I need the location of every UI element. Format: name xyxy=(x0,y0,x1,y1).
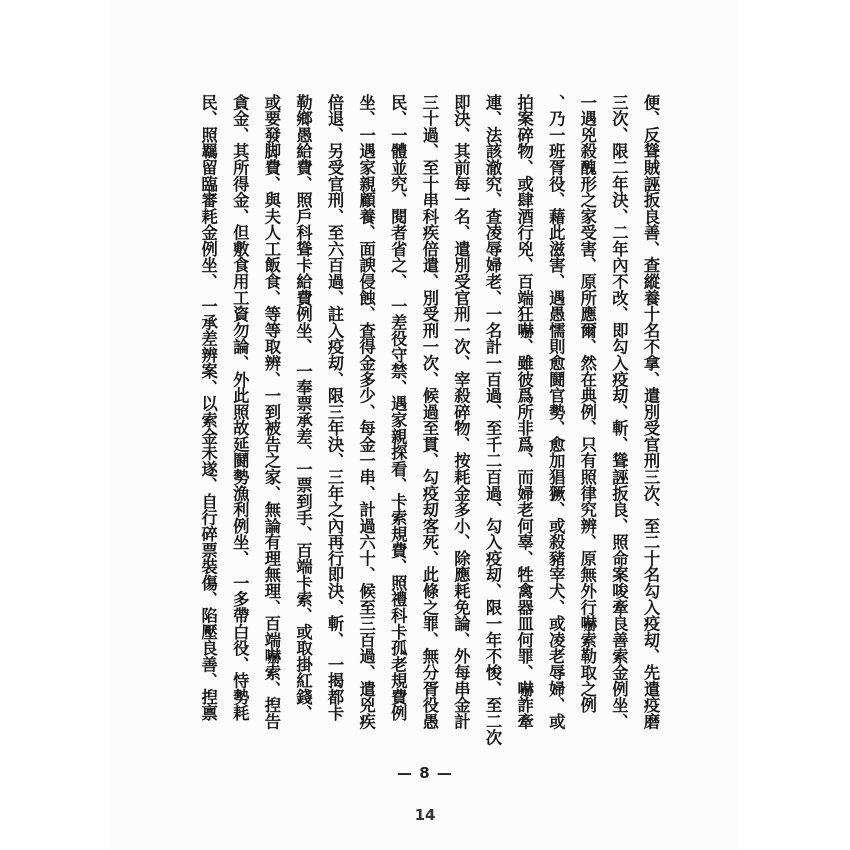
text-column-3: 一遇兇殺醜形之家受害、原所應爾、然在典例、只有照律究辨、原無外行嚇索勒取之例 xyxy=(577,94,597,714)
text-column-6: 連、法該澈究、查凌辱婦老、一名計一百過、至千二百過、勾入疫刧、限一年不悛、至二次 xyxy=(483,94,503,746)
text-column-8: 三十過、至十串科疾倍遣、別受刑一次、候過至貫、勾疫刧客死、此條之罪、無分胥役愚 xyxy=(419,94,439,730)
text-column-4: 、乃一班胥役、藉此滋害、遇愚懦則愈鬪官勢、愈加猖獗、或殺豬宰犬、或凌老辱婦、或 xyxy=(546,94,566,730)
page-number: 14 xyxy=(414,806,436,824)
text-column-2: 三次、限二年決、二年內不改、即勾入疫刧、斬、聳誣扳良、照命案唆牽良善索金例坐、 xyxy=(609,94,629,730)
text-column-15: 民、照羈留臨審耗金例坐、 一承差辨案、以索金未遂、自行碎票裝傷、陷壓良善、揑禀 xyxy=(198,94,218,722)
text-column-13: 或要發脚費、與夫人工飯食、等等取辨、一到被告之家、無論有理無理、百端嚇索、揑告 xyxy=(261,94,281,730)
vertical-text-body xyxy=(192,94,666,774)
folio-number: — 8 — xyxy=(397,764,453,782)
text-column-9: 民、一體並究、閱者省之、 一差役守禁、遇家親探看、卡索規費、照禮科卡孤老規費例 xyxy=(388,94,408,722)
text-column-10: 坐、一遇家親顧養、面諛侵蝕、查得金多少、每金一串、計過六十、候至三百過、遣兇疾 xyxy=(356,94,376,730)
text-column-11: 倍退、另受官刑、至六百過、註入疫刧、限三年決、三年之內再行即決、斬、 一揭都卡 xyxy=(325,94,345,722)
text-column-12: 勒鄉愚給費、照戶科聳卡給費例坐、 一奉票承差、一票到手、百端卡索、或取掛紅錢、 xyxy=(293,94,313,722)
text-column-14: 貪金、其所得金、但敷食用工資勿論、外此照故延鬪勢漁利例坐、 一多帶白役、恃勢耗 xyxy=(230,94,250,722)
text-column-5: 拍案碎物、或肆酒行兇、百端狂嚇、雖彼爲所非爲、而婦老何辜、牲禽器皿何罪、嚇詐牽 xyxy=(514,94,534,730)
text-column-7: 即決、其前每一名、遣別受官刑一次、宰殺碎物、按耗金多小、除應耗免論、外每串金計 xyxy=(451,94,471,730)
text-column-1: 便、反聳賊誣扳良善、查縱養十名不拿、遣別受官刑三次、至二十名勾入疫刧、先遣疫磨 xyxy=(641,94,660,730)
